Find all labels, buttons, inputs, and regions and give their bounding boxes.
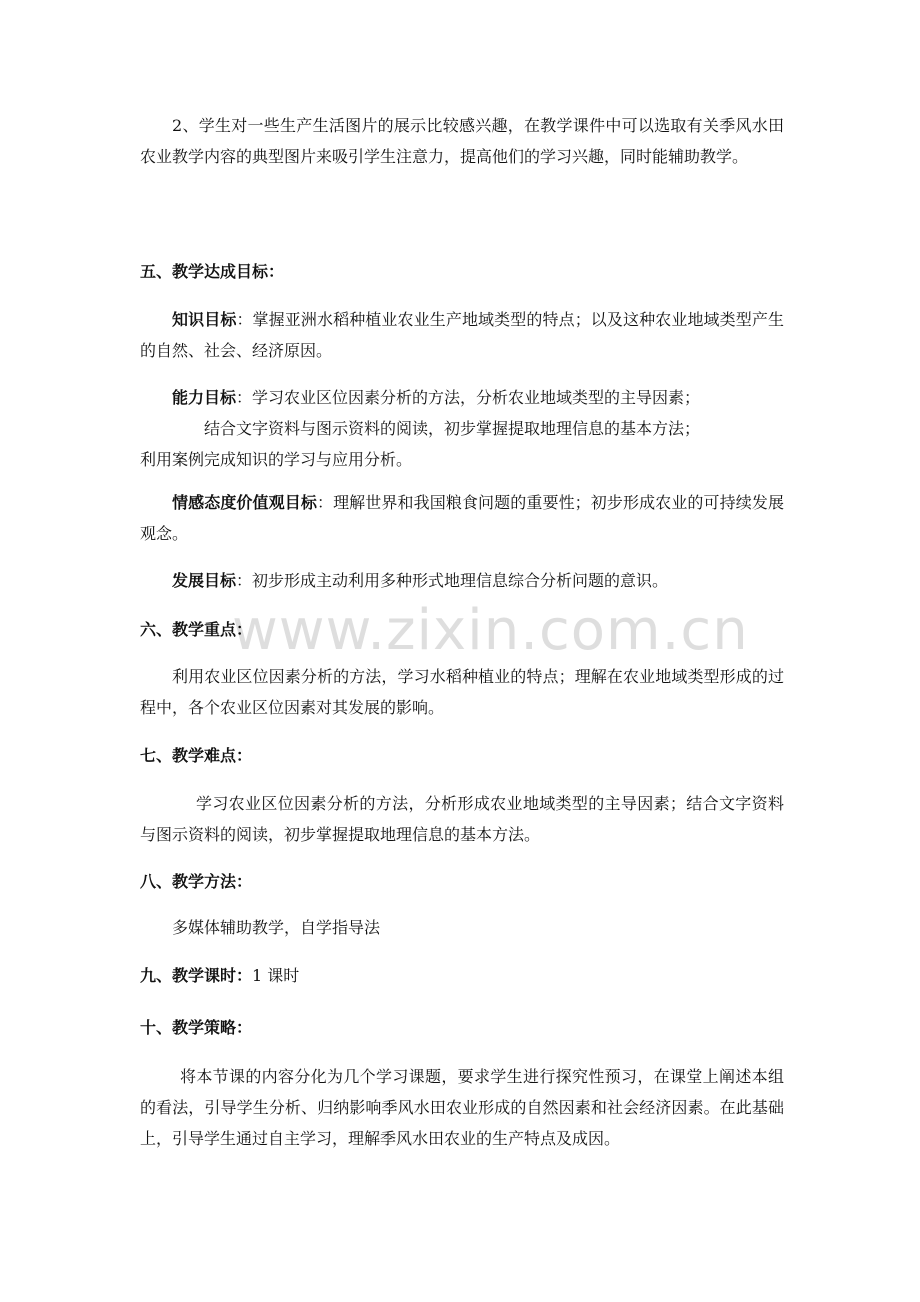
section-10-text: 将本节课的内容分化为几个学习课题，要求学生进行探究性预习，在课堂上阐述本组的看法，引导学生分析、归纳影响季风水田农业形成的自然因素和社会经济因素。在此基础上，引导学生通过自主学习，理解季风水田农业的生产特点及成因。 [140, 1067, 784, 1148]
section-9 [140, 960, 299, 991]
emotion-goal-label: 情感态度价值观目标 [172, 493, 317, 512]
ability-goal-line-1-text: ：学习农业区位因素分析的方法，分析农业地域类型的主导因素； [236, 388, 701, 407]
section-7-text: 学习农业区位因素分析的方法，分析形成农业地域类型的主导因素；结合文字资料与图示资料的阅读，初步掌握提取地理信息的基本方法。 [140, 794, 784, 844]
section-9-value: 1 课时 [252, 966, 300, 985]
section-6-text: 利用农业区位因素分析的方法，学习水稻种植业的特点；理解在农业地域类型形成的过程中，各个农业区位因素对其发展的影响。 [140, 667, 784, 717]
ability-goal-line-3: 利用案例完成知识的学习与应用分析。 [140, 450, 413, 469]
section-8-heading: 八、教学方法： [140, 872, 253, 891]
emotion-goal [140, 487, 784, 549]
development-goal-label: 发展目标 [172, 571, 237, 590]
development-goal-text: ：初步形成主动利用多种形式地理信息综合分析问题的意识。 [236, 571, 669, 590]
ability-goal-line-2: 结合文字资料与图示资料的阅读，初步掌握提取地理信息的基本方法； [204, 419, 701, 438]
development-goal [140, 565, 784, 596]
ability-goal-line-1 [140, 382, 784, 413]
section-5-heading: 五、教学达成目标： [140, 262, 285, 281]
knowledge-goal-label: 知识目标 [172, 310, 237, 329]
section-10-heading: 十、教学策略： [140, 1018, 253, 1037]
intro-item-2: 2、学生对一些生产生活图片的展示比较感兴趣，在教学课件中可以选取有关季风水田农业教学内容的典型图片来吸引学生注意力，提高他们的学习兴趣，同时能辅助教学。 [140, 116, 784, 166]
emotion-goal-text: ：理解世界和我国粮食问题的重要性；初步形成农业的可持续发展观念。 [140, 493, 784, 543]
ability-goal [140, 382, 784, 475]
watermark: www.zixin.com.cn [232, 598, 749, 663]
section-6-heading: 六、教学重点： [140, 620, 253, 639]
ability-goal-label: 能力目标 [172, 388, 237, 407]
section-8-text: 多媒体辅助教学，自学指导法 [172, 918, 381, 937]
section-7-heading: 七、教学难点： [140, 746, 253, 765]
knowledge-goal-text: ：掌握亚洲水稻种植业农业生产地域类型的特点；以及这种农业地域类型产生的自然、社会、经济原因。 [140, 310, 784, 360]
section-9-heading: 九、教学课时： [140, 966, 253, 985]
knowledge-goal [140, 304, 784, 366]
